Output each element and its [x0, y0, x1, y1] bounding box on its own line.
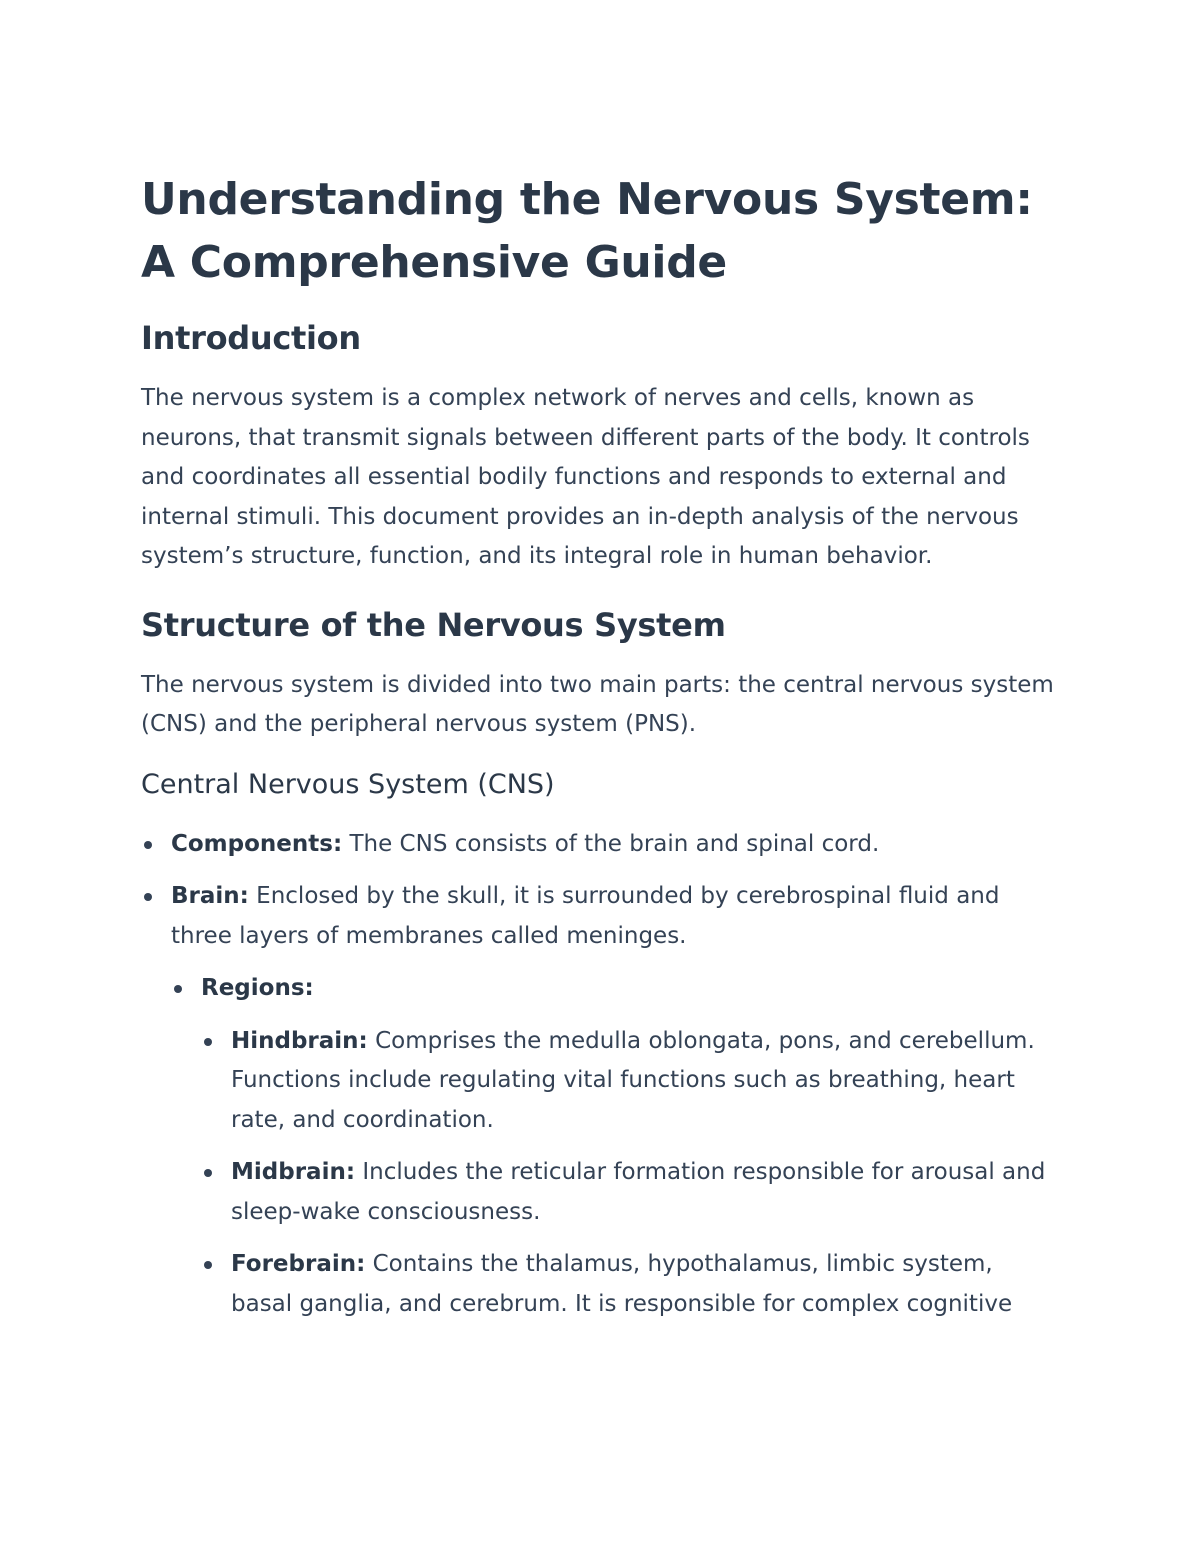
list-item-label: Forebrain: [231, 1251, 366, 1277]
introduction-heading: Introduction [141, 319, 361, 357]
list-item-forebrain [201, 1245, 1056, 1324]
list-item-midbrain [201, 1153, 1056, 1232]
bullet-icon [204, 1261, 212, 1269]
bullet-icon [174, 985, 182, 993]
list-item-text: The CNS consists of the brain and spinal cord. [342, 830, 880, 857]
introduction-paragraph: The nervous system is a complex network of nerves and cells, known as neurons, that transmit signals between different parts of the body. It controls and coordinates all essential bodily functions and responds to external and internal stimuli. This document provides an in-depth analysis of the nervous system’s structure, function, and its integral role in human behavior. [141, 385, 1030, 569]
document-page [141, 168, 1056, 1337]
list-item-text: Contains the thalamus, hypothalamus, limbic system, basal ganglia, and cerebrum. It is responsible for complex cognitive [231, 1251, 1013, 1317]
list-item-brain [141, 877, 1056, 1324]
cns-heading: Central Nervous System (CNS) [141, 768, 555, 800]
list-item-components [141, 825, 1056, 865]
bullet-icon [144, 841, 152, 849]
list-item-label: Components: [171, 830, 343, 857]
list-item-text: Enclosed by the skull, it is surrounded by cerebrospinal fluid and three layers of membranes called meninges. [171, 883, 1000, 949]
list-item-regions [171, 969, 1056, 1324]
list-item-label: Hindbrain: [231, 1027, 368, 1054]
list-item-text: Includes the reticular formation responsible for arousal and sleep-wake consciousness. [231, 1159, 1046, 1225]
list-item-text: Comprises the medulla oblongata, pons, and cerebellum. Functions include regulating vital functions such as breathing, heart rate, and coordination. [231, 1027, 1035, 1133]
bullet-icon [204, 1038, 212, 1046]
structure-paragraph: The nervous system is divided into two main parts: the central nervous system (CNS) and the peripheral nervous system (PNS). [141, 671, 1054, 737]
brain-sublist [171, 969, 1056, 1324]
list-item-label: Midbrain: [231, 1159, 356, 1185]
structure-heading: Structure of the Nervous System [141, 605, 726, 644]
regions-sublist [201, 1022, 1056, 1325]
bullet-icon [204, 1169, 212, 1177]
list-item-hindbrain [201, 1022, 1056, 1141]
list-item-label: Regions: [201, 975, 314, 1001]
cns-list [141, 825, 1056, 1325]
bullet-icon [144, 893, 152, 901]
list-item-label: Brain: [171, 883, 249, 909]
document-title: Understanding the Nervous System: A Comprehensive Guide [141, 174, 1033, 288]
